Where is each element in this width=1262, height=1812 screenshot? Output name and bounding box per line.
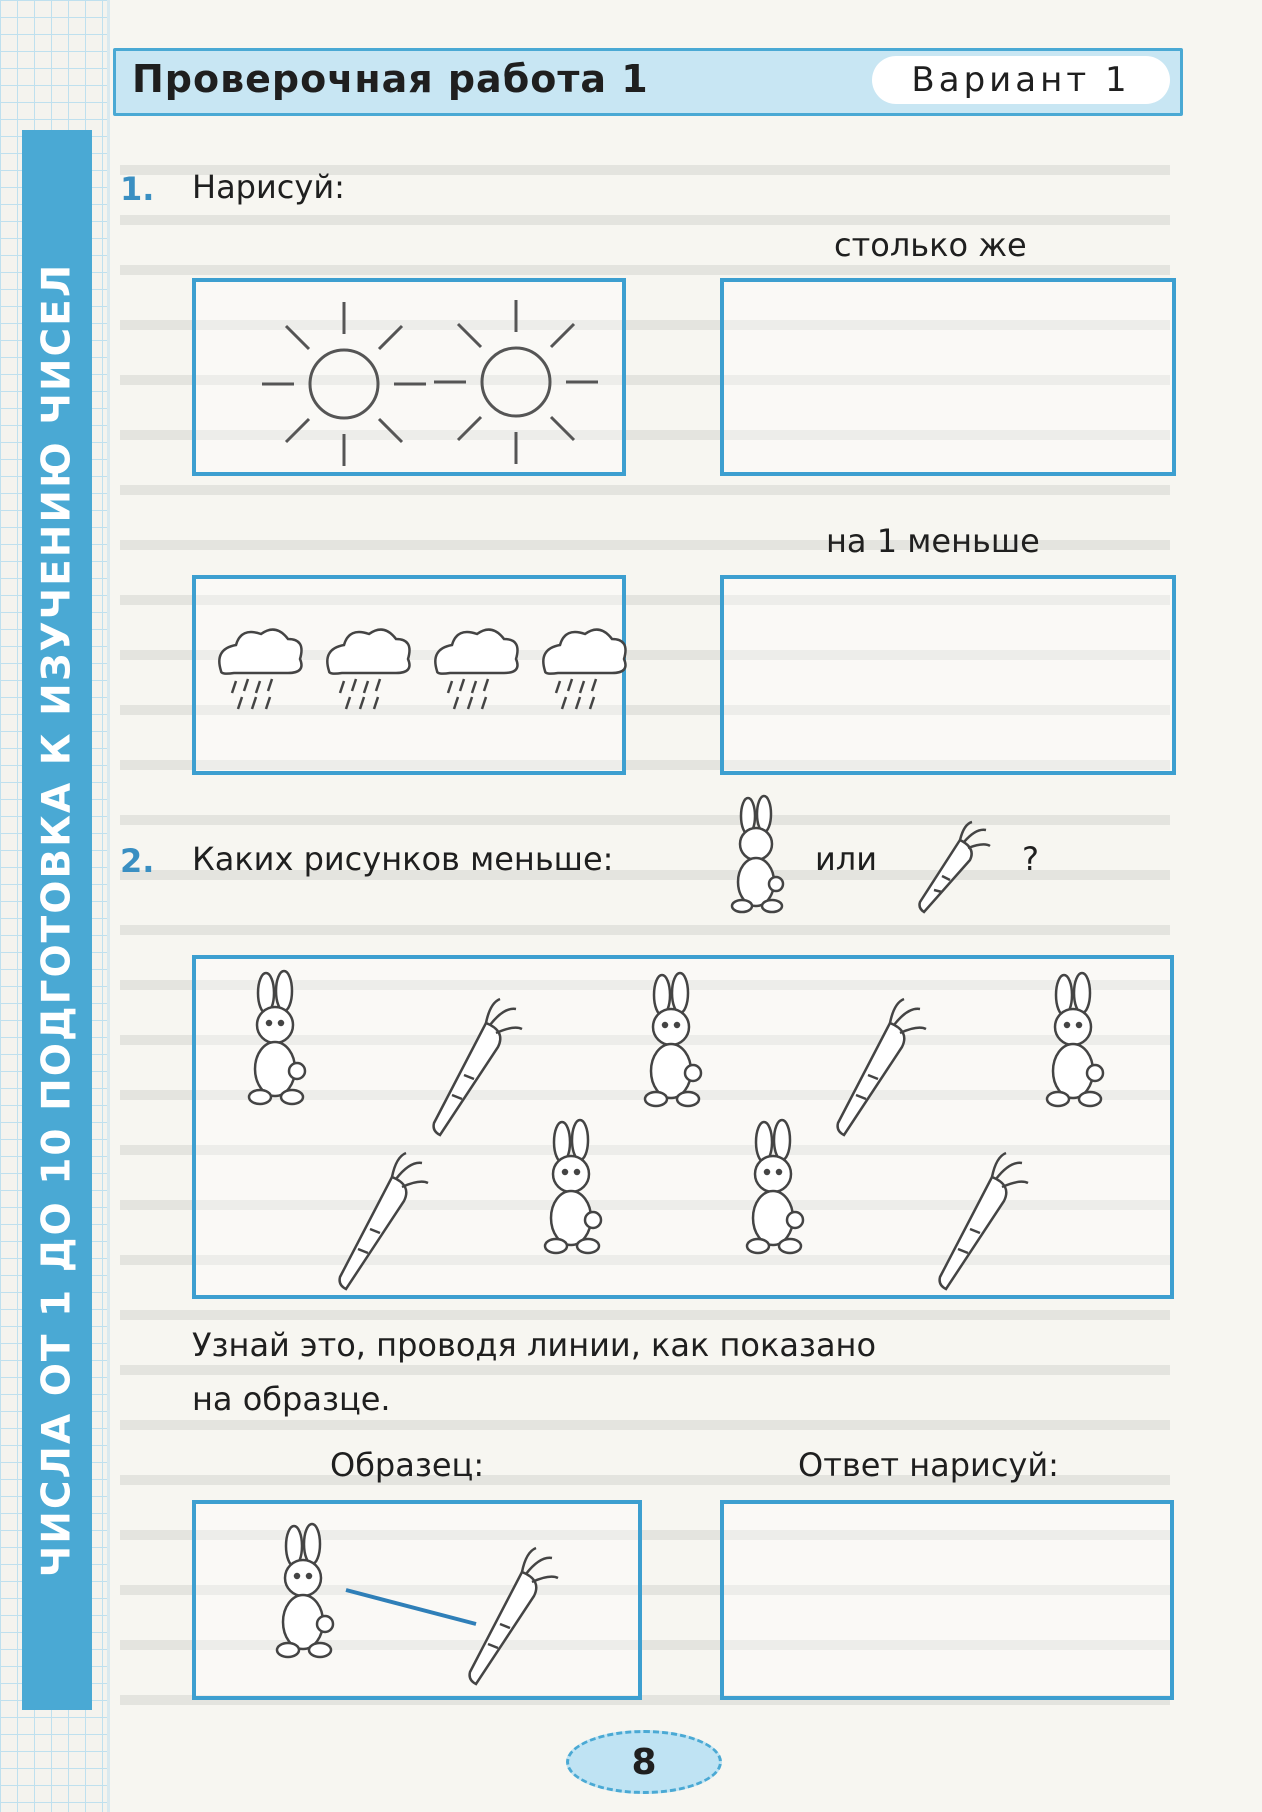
page-title: Проверочная работа 1 (132, 57, 649, 101)
task2-question-mark: ? (1022, 840, 1039, 878)
sun-icon (434, 300, 598, 464)
rain-cloud-icon (435, 630, 517, 709)
header-banner (113, 48, 1183, 116)
task2-instruction-line2: на образце. (192, 1380, 391, 1418)
sample-drawing (196, 1504, 646, 1704)
rabbits-carrots-drawing (196, 959, 1178, 1303)
rabbit-icon (1047, 973, 1103, 1106)
sample-box (192, 1500, 642, 1700)
task1-number: 1. (120, 170, 155, 208)
sample-connection-line (346, 1590, 476, 1624)
clouds-box (192, 575, 626, 775)
variant-badge: Вариант 1 (872, 56, 1170, 104)
answer-label: Ответ нарисуй: (798, 1446, 1059, 1484)
rabbit-icon (277, 1524, 333, 1657)
rain-cloud-icon (327, 630, 409, 709)
sample-label: Образец: (330, 1446, 485, 1484)
rabbit-icon (645, 973, 701, 1106)
task1-label-same: столько же (834, 226, 1027, 264)
rain-cloud-icon (219, 630, 301, 709)
rabbit-icon (545, 1120, 601, 1253)
rabbit-icon (722, 800, 792, 920)
sun-icon (262, 302, 426, 466)
carrot-icon (434, 999, 522, 1135)
carrot-icon (340, 1153, 428, 1289)
carrot-icon (838, 999, 926, 1135)
carrot-icon (470, 1548, 558, 1684)
carrot-icon (912, 818, 992, 918)
task2-question: Каких рисунков меньше: (192, 840, 614, 878)
task1-instruction: Нарисуй: (192, 168, 345, 206)
task2-or: или (815, 840, 878, 878)
less-answer-box[interactable] (720, 575, 1176, 775)
task1-label-less: на 1 меньше (826, 522, 1040, 560)
carrot-icon (940, 1153, 1028, 1289)
side-label: ЧИСЛА ОТ 1 ДО 10 ПОДГОТОВКА К ИЗУЧЕНИЮ ЧИСЕЛ (34, 262, 80, 1578)
same-answer-box[interactable] (720, 278, 1176, 476)
answer-draw-box[interactable] (720, 1500, 1174, 1700)
task2-instruction-line1: Узнай это, проводя линии, как показано (192, 1326, 877, 1364)
page-number: 8 (566, 1730, 722, 1794)
suns-drawing (196, 282, 630, 480)
rain-cloud-icon (543, 630, 625, 709)
suns-box (192, 278, 626, 476)
rabbits-carrots-box (192, 955, 1174, 1299)
clouds-drawing (196, 579, 630, 779)
rabbit-icon (249, 971, 305, 1104)
rabbit-icon (747, 1120, 803, 1253)
task2-number: 2. (120, 842, 155, 880)
